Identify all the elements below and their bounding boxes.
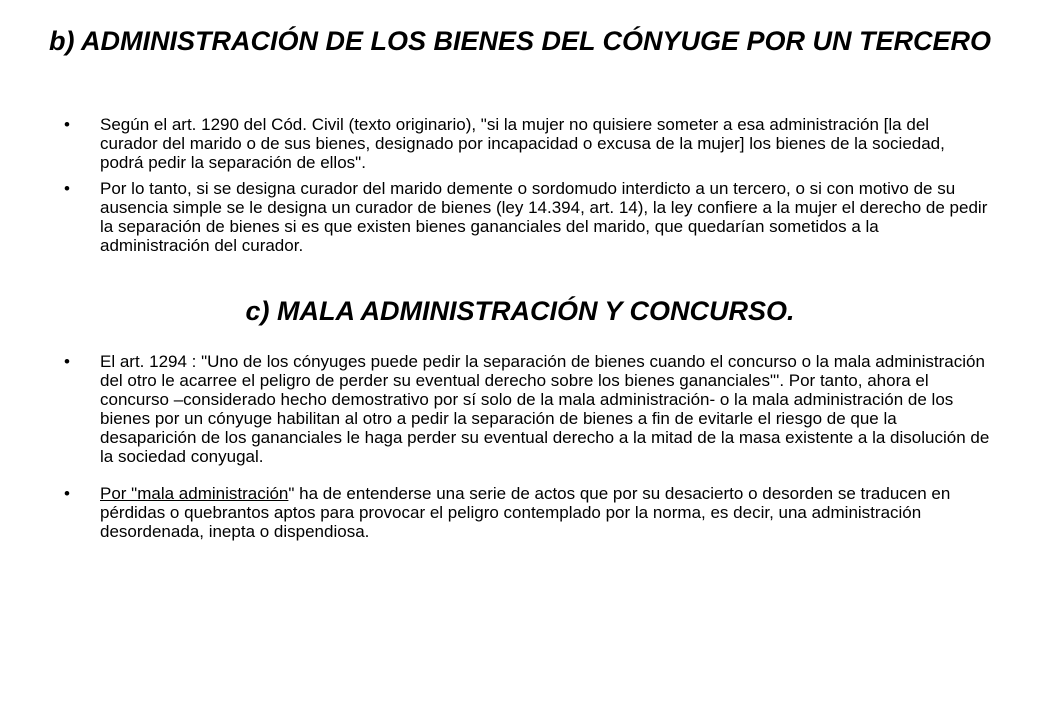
list-item — [64, 352, 990, 466]
bullet-icon: • — [64, 352, 70, 371]
bullet-text: Según el art. 1290 del Cód. Civil (texto originario), "si la mujer no quisiere someter a esa administración [la del curador del marido o de sus bienes, designado por incapacidad o excusa de la mujer] los bienes de la sociedad, podrá pedir la separación de ellos". — [100, 115, 945, 172]
list-item — [64, 484, 990, 541]
section-b-bullet-list — [0, 115, 990, 255]
bullet-icon: • — [64, 179, 70, 198]
section-c-title: c) MALA ADMINISTRACIÓN Y CONCURSO. — [245, 296, 795, 326]
bullet-icon: • — [64, 484, 70, 503]
bullet-text: " ha de entenderse una serie de actos que por su desacierto o desorden se traducen en pérdidas o quebrantos aptos para provocar el peligro contemplado por la norma, es decir, una administración desordenada, inepta o dispendiosa. — [100, 484, 951, 541]
list-item — [64, 179, 990, 255]
section-c-bullet-list — [0, 352, 990, 541]
list-item — [64, 115, 990, 172]
bullet-icon: • — [64, 115, 70, 134]
section-b-title: b) ADMINISTRACIÓN DE LOS BIENES DEL CÓNYUGE POR UN TERCERO — [48, 26, 992, 56]
bullet-text: Por lo tanto, si se designa curador del marido demente o sordomudo interdicto a un tercero, o si con motivo de su ausencia simple se le designa un curador de bienes (ley 14.394, art. 14), la ley confiere a la mujer el derecho de pedir la separación de bienes si es que existen bienes gananciales del marido, que quedarían sometidos a la administración del curador. — [100, 179, 988, 255]
bullet-text: El art. 1294 : "Uno de los cónyuges puede pedir la separación de bienes cuando el concurso o la mala administración del otro le acarree el peligro de perder su eventual derecho sobre los bienes gananciales"'. Por tanto, ahora el concurso –considerado hecho demostrativo por sí solo de la mala administración- o la mala administración de los bienes por un cónyuge habilitan al otro a pedir la separación de bienes a fin de evitarle el riesgo de que la desaparición de los gananciales le haga perder su eventual derecho a la mitad de la masa existente a la disolución de la sociedad conyugal. — [100, 352, 990, 466]
underlined-term: Por "mala administración — [100, 484, 289, 503]
